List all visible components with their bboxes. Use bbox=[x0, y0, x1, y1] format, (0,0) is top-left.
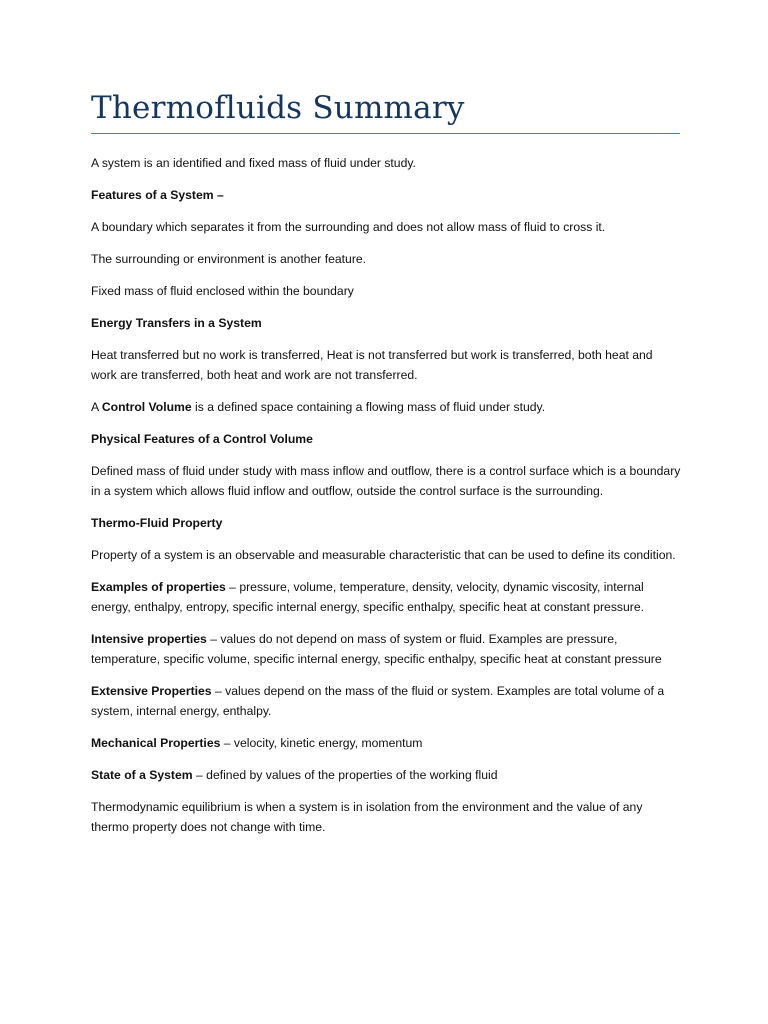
examples-text: – pressure, volume, temperature, density, velocity, dynamic viscosity, internal energy, enthalpy, entropy, specific internal energy, specific enthalpy, specific heat at constant pressure. bbox=[91, 580, 645, 614]
physical-features-paragraph: Defined mass of fluid under study with mass inflow and outflow, there is a control surface which is a boundary in a system which allows fluid inflow and outflow, outside the control surface is the surrounding. bbox=[91, 464, 681, 498]
features-heading: Features of a System – bbox=[91, 188, 224, 202]
mechanical-text: – velocity, kinetic energy, momentum bbox=[220, 736, 423, 750]
mechanical-paragraph bbox=[91, 733, 681, 753]
surrounding-paragraph: The surrounding or environment is another feature. bbox=[91, 252, 367, 266]
control-volume-prefix: A bbox=[91, 400, 102, 414]
page-title: Thermofluids Summary bbox=[91, 90, 465, 126]
state-paragraph bbox=[91, 765, 681, 785]
intensive-term: Intensive properties bbox=[91, 632, 207, 646]
energy-transfers-paragraph: Heat transferred but no work is transferred, Heat is not transferred but work is transferred, both heat and work are transferred, both heat and work are not transferred. bbox=[91, 348, 653, 382]
mechanical-term: Mechanical Properties bbox=[91, 736, 221, 750]
physical-features-heading: Physical Features of a Control Volume bbox=[91, 432, 313, 446]
extensive-term: Extensive Properties bbox=[91, 684, 212, 698]
examples-term: Examples of properties bbox=[91, 580, 226, 594]
system-definition: A system is an identified and fixed mass of fluid under study. bbox=[91, 156, 416, 170]
property-definition-paragraph: Property of a system is an observable and measurable characteristic that can be used to define its condition. bbox=[91, 548, 676, 562]
thermo-fluid-property-heading: Thermo-Fluid Property bbox=[91, 516, 223, 530]
extensive-text: – values depend on the mass of the fluid or system. Examples are total volume of a system, internal energy, enthalpy. bbox=[91, 684, 665, 718]
boundary-paragraph: A boundary which separates it from the surrounding and does not allow mass of fluid to cross it. bbox=[91, 220, 606, 234]
intensive-text: – values do not depend on mass of system or fluid. Examples are pressure, temperature, specific volume, specific internal energy, specific enthalpy, specific heat at constant pressure bbox=[91, 632, 662, 666]
intensive-paragraph bbox=[91, 629, 681, 669]
energy-transfers-heading: Energy Transfers in a System bbox=[91, 316, 262, 330]
examples-paragraph bbox=[91, 577, 681, 617]
control-volume-term: Control Volume bbox=[101, 400, 192, 414]
control-volume-text: is a defined space containing a flowing mass of fluid under study. bbox=[191, 400, 546, 414]
state-term: State of a System bbox=[91, 768, 193, 782]
state-text: – defined by values of the properties of the working fluid bbox=[192, 768, 498, 782]
extensive-paragraph bbox=[91, 681, 681, 721]
title-underline bbox=[91, 133, 680, 134]
equilibrium-paragraph: Thermodynamic equilibrium is when a system is in isolation from the environment and the value of any thermo property does not change with time. bbox=[91, 800, 643, 834]
document-body bbox=[91, 153, 681, 849]
control-volume-paragraph bbox=[91, 397, 681, 417]
fixed-mass-paragraph: Fixed mass of fluid enclosed within the boundary bbox=[91, 284, 354, 298]
